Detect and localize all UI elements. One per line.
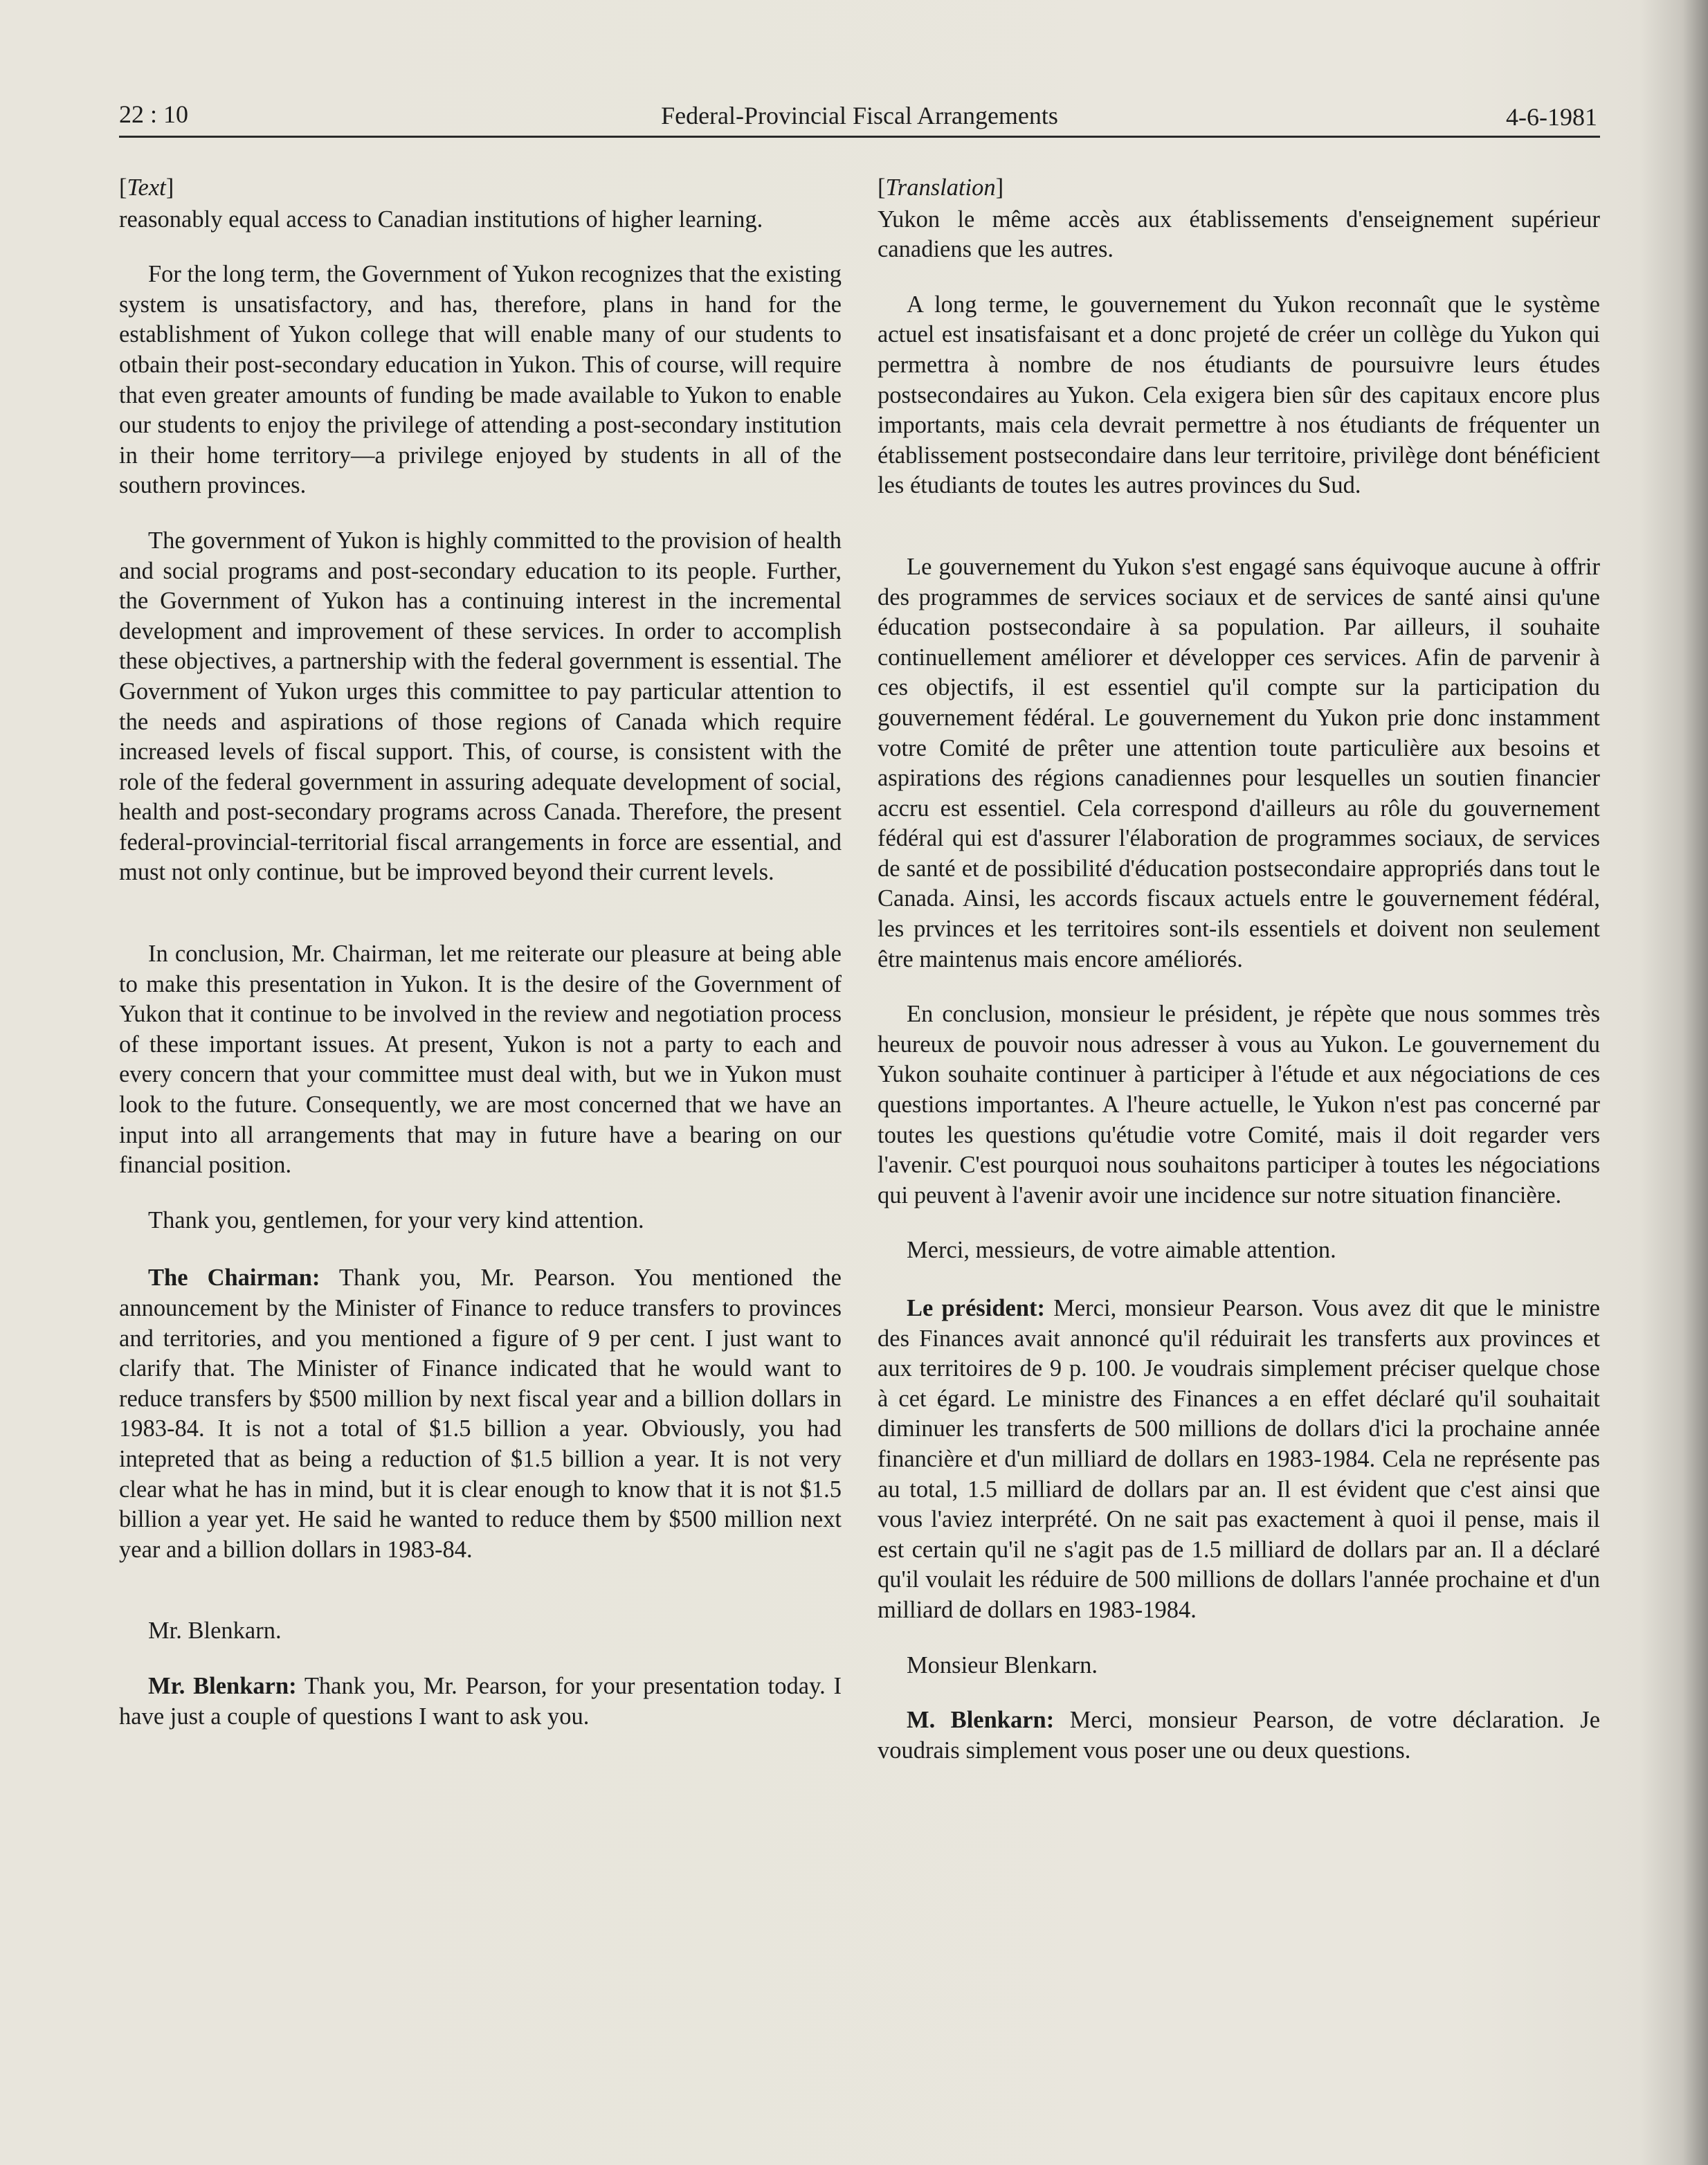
speaker-name: Mr. Blenkarn:: [148, 1672, 297, 1699]
speech-text: Thank you, Mr. Pearson. You mentioned the announcement by the Minister of Finance to reduce transfers to provinces and territories, and you mentioned a figure of 9 per cent. I just want to clarify that. The Minister of Finance indicated that he would want to reduce transfers by $500 million by next fiscal year and a billion dollars in 1983-84. It is not a total of $1.5 billion a year. Obviously, you had intepreted that as being a reduction of $1.5 billion a year. It is not very clear what he has in mind, but it is clear enough to know that it is not $1.5 billion a year yet. He said he wanted to reduce them by $500 million next year and a billion dollars in 1983-84.: [119, 1265, 842, 1563]
recognition-line: Mr. Blenkarn.: [148, 1618, 282, 1645]
running-header: [119, 97, 1600, 138]
paragraph: Yukon le même accès aux établissements d'enseignement supérieur canadiens que les autres.: [878, 206, 1600, 263]
speaker-name: Le président:: [907, 1295, 1045, 1321]
chairman-remarks: [878, 1294, 1600, 1626]
column-label: [Text]: [119, 174, 174, 201]
header-date: 4-6-1981: [1506, 103, 1597, 131]
blenkarn-remarks: [119, 1672, 842, 1732]
paragraph: reasonably equal access to Canadian institutions of higher learning.: [119, 206, 763, 233]
speech-text: Thank you, Mr. Pearson, for your presentation today. I have just a couple of questions I want to ask you.: [119, 1672, 842, 1730]
paragraph: Merci, messieurs, de votre aimable attention.: [907, 1237, 1336, 1264]
page-number: 22 : 10: [119, 100, 189, 128]
speech-text: Merci, monsieur Pearson. Vous avez dit que le ministre des Finances avait annoncé qu'il réduirait les transferts aux provinces et aux territoires de 9 p. 100. Je voudrais simplement préciser quelque chose à cet égard. Le ministre des Finances a en effet déclaré qu'il souhaitait diminuer les transferts de 500 millions de dollars d'ici la prochaine année financière et d'un milliard de dollars en 1983-1984. Cela ne représente pas au total, 1.5 milliard de dollars par an. Il est évident que c'est ainsi que vous l'aviez interprété. On ne sait pas exactement à quoi il pense, mais il est certain qu'il ne s'agit pas de 1.5 milliard de dollars par an. Il a déclaré qu'il voulait les réduire de 500 millions de dollars l'année prochaine et d'un milliard de dollars en 1983-1984.: [878, 1295, 1600, 1623]
speaker-name: M. Blenkarn:: [907, 1707, 1055, 1734]
paragraph: The government of Yukon is highly committed to the provision of health and social programs and post-secondary education to its people. Further, the Government of Yukon has a continuing interest in the incremental development and improvement of these services. In order to accomplish these objectives, a partnership with the federal government is essential. The Government of Yukon urges this committee to pay particular attention to the needs and aspirations of those regions of Canada which require increased levels of fiscal support. This, of course, is consistent with the role of the federal government in assuring adequate development of social, health and post-secondary programs across Canada. Therefore, the present federal-provincial-territorial fiscal arrangements in force are essential, and must not only continue, but be improved beyond their current levels.: [119, 527, 842, 886]
header-title: Federal-Provincial Fiscal Arrangements: [661, 102, 1058, 129]
paragraph: For the long term, the Government of Yukon recognizes that the existing system is unsatisfactory, and has, therefore, plans in hand for the establishment of Yukon college that will enable many of our students to otbain their post-secondary education in Yukon. This of course, will require that even greater amounts of funding be made available to Yukon to enable our students to enjoy the privilege of attending a post-secondary institution in their home territory—a privilege enjoyed by students in all of the southern provinces.: [119, 261, 842, 499]
english-column: [119, 173, 842, 1732]
paragraph: In conclusion, Mr. Chairman, let me reiterate our pleasure at being able to make this presentation in Yukon. It is the desire of the Government of Yukon that it continue to be involved in the review and negotiation process of these important issues. At present, Yukon is not a party to each and every concern that your committee must deal with, but we in Yukon must look to the future. Consequently, we are most concerned that we have an input into all arrangements that may in future have a bearing on our financial position.: [119, 941, 842, 1179]
chairman-remarks: [119, 1263, 842, 1565]
speaker-name: The Chairman:: [148, 1265, 320, 1292]
recognition-line: Monsieur Blenkarn.: [907, 1651, 1098, 1678]
paragraph: En conclusion, monsieur le président, je répète que nous sommes très heureux de pouvoir nous adresser à vous au Yukon. Le gouvernement du Yukon souhaite continuer à participer à l'étude et aux négociations de ces questions importantes. A l'heure actuelle, le Yukon n'est pas concerné par toutes les questions qu'étudie votre Comité, mais il doit regarder vers l'avenir. C'est pourquoi nous souhaitons participer à toutes les négociations qui peuvent à l'avenir avoir une incidence sur notre situation financière.: [878, 1001, 1600, 1208]
paragraph: Thank you, gentlemen, for your very kind attention.: [148, 1206, 644, 1233]
french-column: [878, 173, 1600, 1766]
paragraph: Le gouvernement du Yukon s'est engagé sans équivoque aucune à offrir des programmes de services sociaux et de services de santé ainsi qu'une éducation postsecondaire à sa population. Par ailleurs, il souhaite continuellement améliorer et développer ces services. Afin de parvenir à ces objectifs, il est essentiel qu'il compte sur la participation du gouvernement fédéral. Le gouvernement du Yukon prie donc instamment votre Comité de prêter une attention toute particulière aux besoins et aspirations des régions canadiennes pour lesquelles un soutien financier accru est essentiel. Cela correspond d'ailleurs au rôle du gouvernement fédéral qui est d'assurer l'élaboration de programmes sociaux, de services de santé et de possibilité d'éducation postsecondaire appropriés dans tout le Canada. Ainsi, les accords fiscaux actuels entre le gouvernement fédéral, les prvinces et les territoires sont-ils essentiels et doivent non seulement être maintenus mais encore améliorés.: [878, 553, 1600, 972]
paragraph: A long terme, le gouvernement du Yukon reconnaît que le système actuel est insatisfaisant et a donc projeté de créer un collège du Yukon qui permettra à nombre de nos étudiants de poursuivre leurs études postsecondaires au Yukon. Cela exigera bien sûr des capitaux encore plus importants, mais cela devrait permettre à nos étudiants de fréquenter un établissement postsecondaire dans leur territoire, privilège dont bénéficient les étudiants de toutes les autres provinces du Sud.: [878, 291, 1600, 499]
column-label: [Translation]: [878, 174, 1004, 201]
speech-text: Merci, monsieur Pearson, de votre déclaration. Je voudrais simplement vous poser une ou deux questions.: [878, 1707, 1601, 1764]
blenkarn-remarks: [878, 1705, 1600, 1766]
